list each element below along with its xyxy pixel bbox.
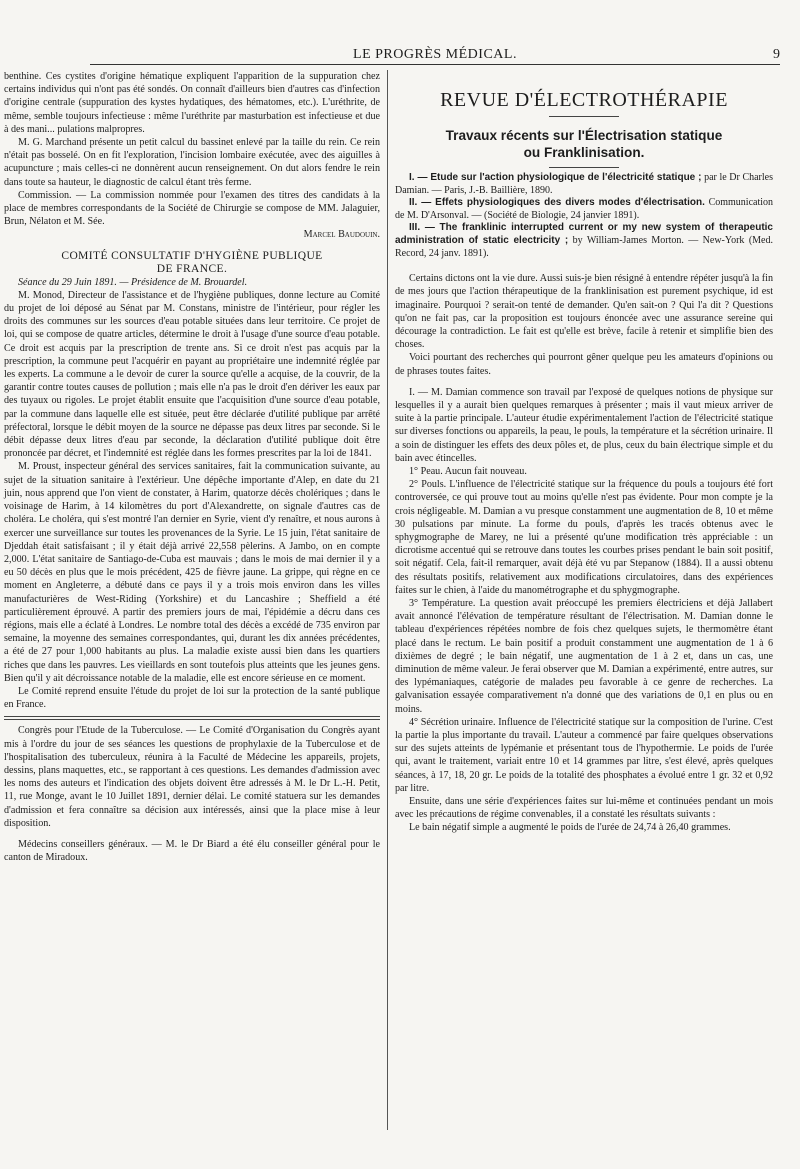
revue-subtitle-line-1: Travaux récents sur l'Électrisation statique [445,128,723,143]
reference-1-title: I. — Etude sur l'action physiologique de l'électricité statique ; [409,172,702,183]
comite-title-line-2: DE FRANCE. [156,262,228,275]
recherches-paragraph: Voici pourtant des recherches qui pourront gêner quelque peu les amateurs d'opinions ou de phrases toutes faites. [395,352,773,377]
signature-line [4,228,380,241]
damian-paragraph: I. — M. Damian commence son travail par l'exposé de quelques notions de physique sur lesquelles il y a aurait bien quelques remarques à présenter ; mais il vaut mieux arriver de suite à la partie principale. L'auteur étudie expérimentalement l'action de l'électricité statique sur diverses fonctions ou appareils, la peau, le pouls, la température et la sécrétion urinaire. Il a soin de distinguer les effets des deux pôles et, de plus, ceux du bain électrique simple et du bain avec étincelles. [395,386,773,464]
secretion-paragraph: 4° Sécrétion urinaire. Influence de l'électricité statique sur la composition de l'urine. C'est la partie la plus importante du travail. L'auteur a commencé par faire quelques observations sur des sujets atteints de lypémanie et présentant tous de l'hypothermie. Le poids de l'urée qui, avant le traitement, variait entre 10 et 14 grammes par litre, s'est élevé, après quelques séances, à 17, 18, 20 gr. Le poids de la totalité des phosphates a évolué entre 1 gr. 32 et 0,92 par litre. [395,716,773,794]
comite-reprise-paragraph: Le Comité reprend ensuite l'étude du projet de loi sur la protection de la santé publique en France. [4,685,380,711]
conseillers-paragraph: Médecins conseillers généraux. — M. le Dr Biard a été élu conseiller général pour le canton de Miradoux. [4,838,380,864]
reference-3-title: III. — The franklinic interrupted current or my new system of therapeutic administration of static electricity ; [395,222,773,246]
column-rule [387,70,388,1130]
reference-3 [395,222,773,260]
revue-title: REVUE D'ÉLECTROTHÉRAPIE [440,89,728,111]
bain-negatif-paragraph: Le bain négatif simple a augmenté le poids de l'urée de 24,74 à 26,40 grammes. [409,822,731,834]
pouls-paragraph: 2° Pouls. L'influence de l'électricité statique sur la fréquence du pouls a toujours été fort controversée, ce qui prouve tout au moins qu'elle n'est pas évidente. Pour mon compte je la crois négligeable. M. Damian a vu presque constamment une augmentation de 8, 10 et même 30 pulsations par minute. La forme du pouls, d'après les tracés obtenus avec le sphygmographe de Marey, ne lui a présenté qu'une modification très appréciable : un dicrotisme accentué qui se retrouve dans toutes les courbes prises pendant le bain soit positif, soit négatif. Cela, fait-il remarquer, avait déjà été vu par Stepanow (1884). Il a aussi obtenu des résultats positifs, relativement aux modifications circulatoires, dans des expériences faites sur le chien, à l'aide du manométrographe et du sphygmographe. [395,479,773,596]
left-column [4,70,380,864]
section-divider [4,716,380,720]
monod-paragraph: M. Monod, Directeur de l'assistance et de l'hygiène publiques, donne lecture au Comité du projet de loi déposé au Sénat par M. Constans, ministre de l'intérieur, pour régler les droits des communes sur les sources d'eau potable situées dans leur territoire. Ce projet de loi, qui se compose de quatre articles, détermine le droit à l'usage d'une source d'eau potable. Ce droit est acquis par la prescription de trente ans. Si ce droit n'est pas acquis par la prescription, la commune peut l'acquérir en payant au propriétaire une indemnité réglée par les experts. La commune a le devoir de curer la source qu'elle a acquise, de la couvrir, de la garantir contre toutes causes de pollution ; mais elle n'a pas le droit d'en dériver les eaux par des tuyaux ou rigoles. Le projet établit ensuite que l'acquisition d'une source d'eau potable, par la commune dans laquelle elle est située, peut être déclarée d'utilité publique par arrêté préfectoral, lorsque le débit moyen de la source ne dépasse pas deux litres par seconde. Si le débit dépasse deux litres d'eau par seconde, la déclaration d'utilité publique doit être prononcée par décret, et l'indemnité est réglée dans les formes prescrites par la loi de 1841. [4,289,380,460]
revue-subtitle-line-2: ou Franklinisation. [523,145,645,160]
cystites-paragraph: benthine. Ces cystites d'origine hématique expliquent l'apparition de la suppuration chez certains individus qui n'ont pas été sondés. On connaît d'ailleurs bien d'autres cas d'infection d'origine centrale (suppuration des kystes hydatiques, des hématomes, etc.). L'uréthrite, de même, semble toujours infectieuse : même l'uréthrite par masturbation est infectieuse et due à des mani... pulations malpropres. [4,71,380,135]
proust-paragraph: M. Proust, inspecteur général des services sanitaires, fait la communication suivante, au sujet de la situation sanitaire à l'extérieur. Une dépêche importante d'Alep, en date du 21 juin, nous apprend que l'on vient de constater, à Harim, quatorze décès cholériques ; dans le voisinage de Harim, à 14 kilomètres du port d'Alexandrette, on signale d'autres cas de choléra. Le choléra, qui s'est montré l'an dernier en Syrie, vient d'y renaître, et nous aurons à exercer une surveillance sur toutes les provenances de la Syrie. Le 15 juin, l'état sanitaire de Djeddah était satisfaisant ; il y était déjà arrivé 22,558 pèlerins. A Jambo, on en compte 2,000. L'état sanitaire de Santiago-de-Cuba est mauvais ; dans le mois de mai dernier il y a eu 50 décès en plus que le mois précédent, 425 de fièvre jaune. La grippe, qui règne en ce moment en Angleterre, a débuté dans ce pays il y a trois mois environ dans les villes manufacturières de West-Riding (Yorkshire) et du Lancashire ; Sheffield a été particulièrement éprouvé. A partir des premiers jours de mai, l'épidémie a décru dans ces régions, mais elle a éclaté à Londres. Le nombre total des décès a excédé de 735 environ par semaine, la moyenne des semaines correspondantes, qui, durant les dix années précédentes, a été de 27 pour 1,000 habitants au plus. La maladie existe aussi bien dans les quartiers riches que dans les pauvres. Les vieillards en sont toutefois plus atteints que les jeunes gens. Bien qu'il y ait décroissance notable de la maladie, elle est encore sérieuse en ce moment. [4,461,380,684]
seance-line: Séance du 29 Juin 1891. — Présidence de M. Brouardel. [18,276,248,288]
reference-1-source: par le Dr Charles Damian. — Paris, J.-B. Baillière, 1890. [395,172,773,196]
temperature-paragraph: 3° Température. La question avait préoccupé les premiers électriciens et déjà Jallabert avait annoncé l'élévation de température résultant de l'électrisation. M. Damian donne le tableau d'expériences répétées nombre de fois chez quelques sujets, le thermomètre étant placé dans le rectum. Le bain positif a produit constamment une augmentation de 1 à 6 dixièmes de degré ; le bain négatif, une augmentation de 1 à 2 et, dans un cas, une diminution de même valeur. Je ferai observer que M. Damian a expérimenté, entre autres, sur des lypémaniaques, catégorie de malades peu favorable à ce genre de recherches. La galvanisation essayée comparativement n'a donné que des variations de 0,1 en plus ou en moins. [395,598,773,715]
comite-title-line-1: COMITÉ CONSULTATIF D'HYGIÈNE PUBLIQUE [61,249,323,262]
reference-2-source: Communication de M. D'Arsonval. — (Société de Biologie, 24 janvier 1891). [395,197,774,221]
commission-paragraph: Commission. — La commission nommée pour l'examen des titres des candidats à la place de membres correspondants de la Société de Chirurgie se compose de MM. Jalaguier, Brun, Nélaton et M. Sée. [4,189,380,228]
revue-subtitle [395,127,773,161]
reference-2-title: II. — Effets physiologiques des divers modes d'électrisation. [409,197,705,209]
reference-2 [395,197,773,222]
right-column [395,70,773,835]
tuberculose-paragraph: Congrès pour l'Etude de la Tuberculose. — Le Comité d'Organisation du Congrès ayant mis à l'ordre du jour de ses séances les questions de prophylaxie de la Tuberculose et de l'hospitalisation des tuberculeux, réunira à la Faculté de Médecine les appareils, projets, dessins, plans maquettes, etc., se rapportant à ces questions. Les demandes d'admission avec les noms des auteurs et l'indication des objets doivent être adressés à M. le Dr L.-H. Petit, 11, rue Monge, avant le 10 Juillet 1891, dernier délai. Le comité statuera sur les demandes d'admission et fera connaître sa décision aux intéressés, ainsi que la place mise à leur disposition. [4,725,380,829]
reference-3-source: by William-James Morton. — New-York (Med. Record, 24 janv. 1891). [395,234,773,259]
subtitle-rule [549,167,619,168]
experiences-paragraph: Ensuite, dans une série d'expériences faites sur lui-même et continuées pendant un mois avec les précautions de régime convenables, il a constaté les résultats suivants : [395,796,773,821]
running-head [90,47,780,65]
page-number: 9 [773,47,780,62]
peau-paragraph: 1° Peau. Aucun fait nouveau. [409,466,527,477]
dictons-paragraph: Certains dictons ont la vie dure. Aussi suis-je bien résigné à entendre répéter jusqu'à la fin de mes jours que l'action thérapeutique de la franklinisation est purement psychique, id est imaginaire. Pourquoi ? serait-on tenté de demander. Qu'en sait-on ? Qui l'a dit ? Questions qu'on ne fait pas, car la proposition est toujours énoncée avec une assurance sereine qui décourage la contradiction. Le fait est qu'elle est brève, facile à retenir et simplifie bien des choses. [395,273,773,351]
journal-title: LE PROGRÈS MÉDICAL. [353,47,517,62]
author-signature: Marcel Baudouin. [303,229,380,241]
title-rule [549,116,619,117]
reference-1 [395,172,773,197]
marchand-paragraph: M. G. Marchand présente un petit calcul du bassinet enlevé par la taille du rein. Ce rein n'était pas bosselé. On en fit l'exploration, l'incision lombaire exécutée, avec des aiguilles à acupuncture ; mais celles-ci ne donnèrent aucun renseignement. On dut alors fendre le rein dans toute sa hauteur, le diagnostic de calcul étant très ferme. [4,137,380,188]
